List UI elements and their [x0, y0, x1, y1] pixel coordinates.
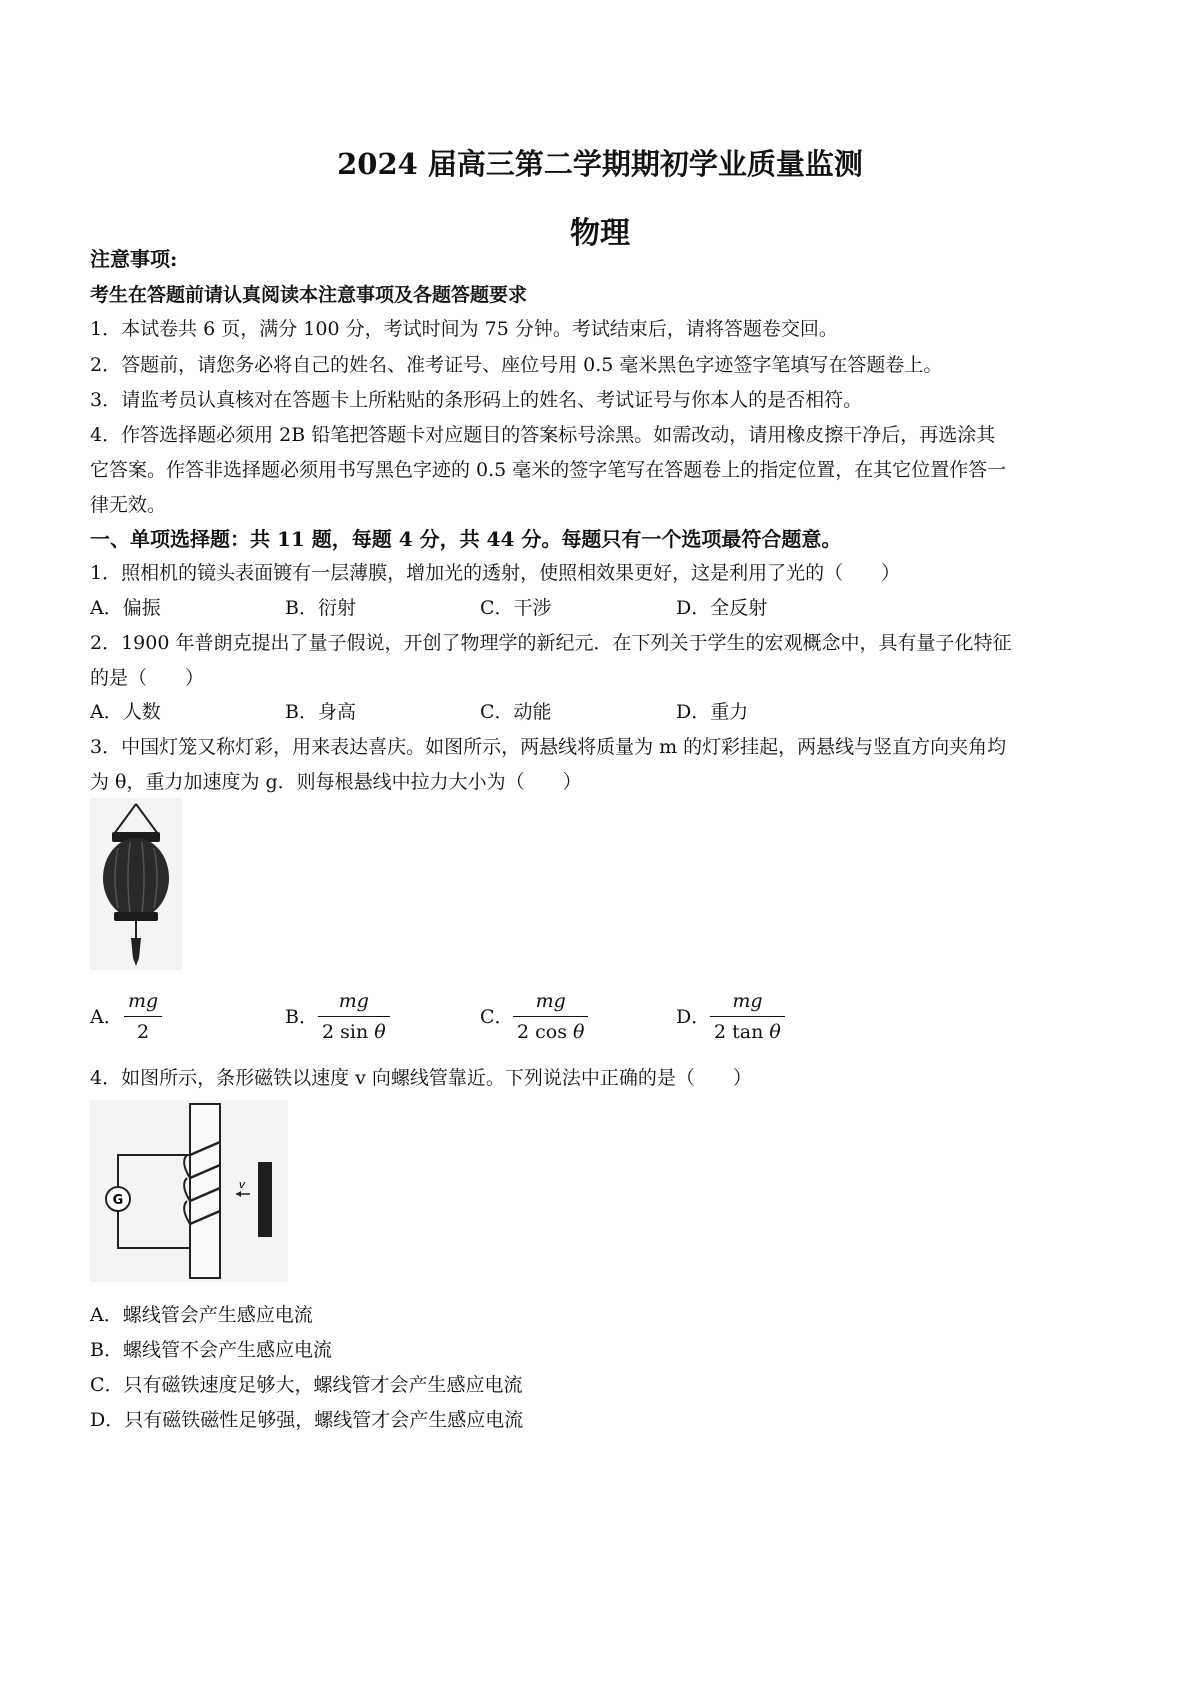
q3-option-b-formula	[318, 990, 390, 1043]
q1-option-d: D．全反射	[676, 597, 768, 619]
theta-symbol: θ	[573, 1021, 585, 1043]
fraction-bar	[513, 1016, 588, 1017]
notes-item: 1．本试卷共 6 页，满分 100 分，考试时间为 75 分钟。考试结束后，请将答题卷交回。	[90, 318, 838, 340]
notes-heading: 注意事项:	[90, 247, 178, 271]
q4-option-a: A．螺线管会产生感应电流	[90, 1304, 313, 1326]
q3-option-d-letter: D．	[676, 1006, 711, 1028]
fraction-denominator	[124, 1021, 162, 1043]
fraction-denominator	[318, 1021, 390, 1043]
q3-option-a-letter: A．	[90, 1006, 123, 1028]
lantern-figure	[90, 798, 182, 970]
notes-item: 律无效。	[90, 494, 167, 516]
q1-option-b: B．衍射	[285, 597, 356, 619]
theta-symbol: θ	[374, 1021, 386, 1043]
subject-title: 物理	[570, 216, 630, 251]
denominator-text: 2 tan	[714, 1021, 770, 1043]
exam-title: 2024 届高三第二学期期初学业质量监测	[337, 147, 863, 181]
q2-option-a: A．人数	[90, 701, 161, 723]
fraction-bar	[124, 1016, 162, 1017]
q1-option-c: C．干涉	[480, 597, 552, 619]
fraction-numerator: mg	[128, 990, 159, 1012]
denominator-text: 2 cos	[517, 1021, 573, 1043]
fraction-bar	[710, 1016, 785, 1017]
fraction-numerator: mg	[338, 990, 369, 1012]
q4-option-b: B．螺线管不会产生感应电流	[90, 1339, 332, 1361]
solenoid-figure	[90, 1100, 288, 1282]
q3-option-b-letter: B．	[285, 1006, 318, 1028]
question-2-stem-cont: 的是（ ）	[90, 667, 205, 689]
q1-option-a: A．偏振	[90, 597, 161, 619]
q4-option-c: C．只有磁铁速度足够大，螺线管才会产生感应电流	[90, 1374, 523, 1396]
question-3-stem: 3．中国灯笼又称灯彩，用来表达喜庆。如图所示，两悬线将质量为 m 的灯彩挂起，两悬线与竖直方向夹角均	[90, 736, 1007, 758]
fraction-numerator: mg	[732, 990, 763, 1012]
notes-item: 2．答题前，请您务必将自己的姓名、准考证号、座位号用 0.5 毫米黑色字迹签字笔填写在答题卷上。	[90, 354, 943, 376]
denominator-text: 2 sin	[322, 1021, 375, 1043]
q3-option-c-formula	[513, 990, 588, 1043]
q2-option-b: B．身高	[285, 701, 356, 723]
velocity-label: v	[238, 1178, 246, 1191]
fraction-denominator	[710, 1021, 785, 1043]
notes-item: 3．请监考员认真核对在答题卡上所粘贴的条形码上的姓名、考试证号与你本人的是否相符。	[90, 389, 863, 411]
question-2-stem: 2．1900 年普朗克提出了量子假说，开创了物理学的新纪元．在下列关于学生的宏观概念中，具有量子化特征	[90, 632, 1012, 654]
question-3-stem-cont: 为 θ，重力加速度为 g．则每根悬线中拉力大小为（ ）	[90, 771, 582, 793]
fraction-numerator: mg	[535, 990, 566, 1012]
fraction-denominator	[513, 1021, 588, 1043]
notes-item: 它答案。作答非选择题必须用书写黑色字迹的 0.5 毫米的签字笔写在答题卷上的指定位置，在其它位置作答一	[90, 459, 1007, 481]
q4-option-d: D．只有磁铁磁性足够强，螺线管才会产生感应电流	[90, 1409, 524, 1431]
galvanometer-label: G	[112, 1193, 124, 1208]
section-heading: 一、单项选择题：共 11 题，每题 4 分，共 44 分。每题只有一个选项最符合题意。	[90, 527, 842, 551]
q3-option-a-formula	[124, 990, 162, 1043]
q2-option-c: C．动能	[480, 701, 552, 723]
notes-item: 4．作答选择题必须用 2B 铅笔把答题卡对应题目的答案标号涂黑。如需改动，请用橡皮擦干净后，再选涂其	[90, 424, 996, 446]
q3-option-d-formula	[710, 990, 785, 1043]
notes-intro: 考生在答题前请认真阅读本注意事项及各题答题要求	[90, 284, 528, 306]
denominator-text: 2	[137, 1021, 150, 1043]
question-1-stem: 1．照相机的镜头表面镀有一层薄膜，增加光的透射，使照相效果更好，这是利用了光的（ ）	[90, 562, 901, 584]
q3-option-c-letter: C．	[480, 1006, 514, 1028]
fraction-bar	[318, 1016, 390, 1017]
question-4-stem: 4．如图所示，条形磁铁以速度 v 向螺线管靠近。下列说法中正确的是（ ）	[90, 1067, 752, 1089]
q2-option-d: D．重力	[676, 701, 749, 723]
theta-symbol: θ	[769, 1021, 781, 1043]
